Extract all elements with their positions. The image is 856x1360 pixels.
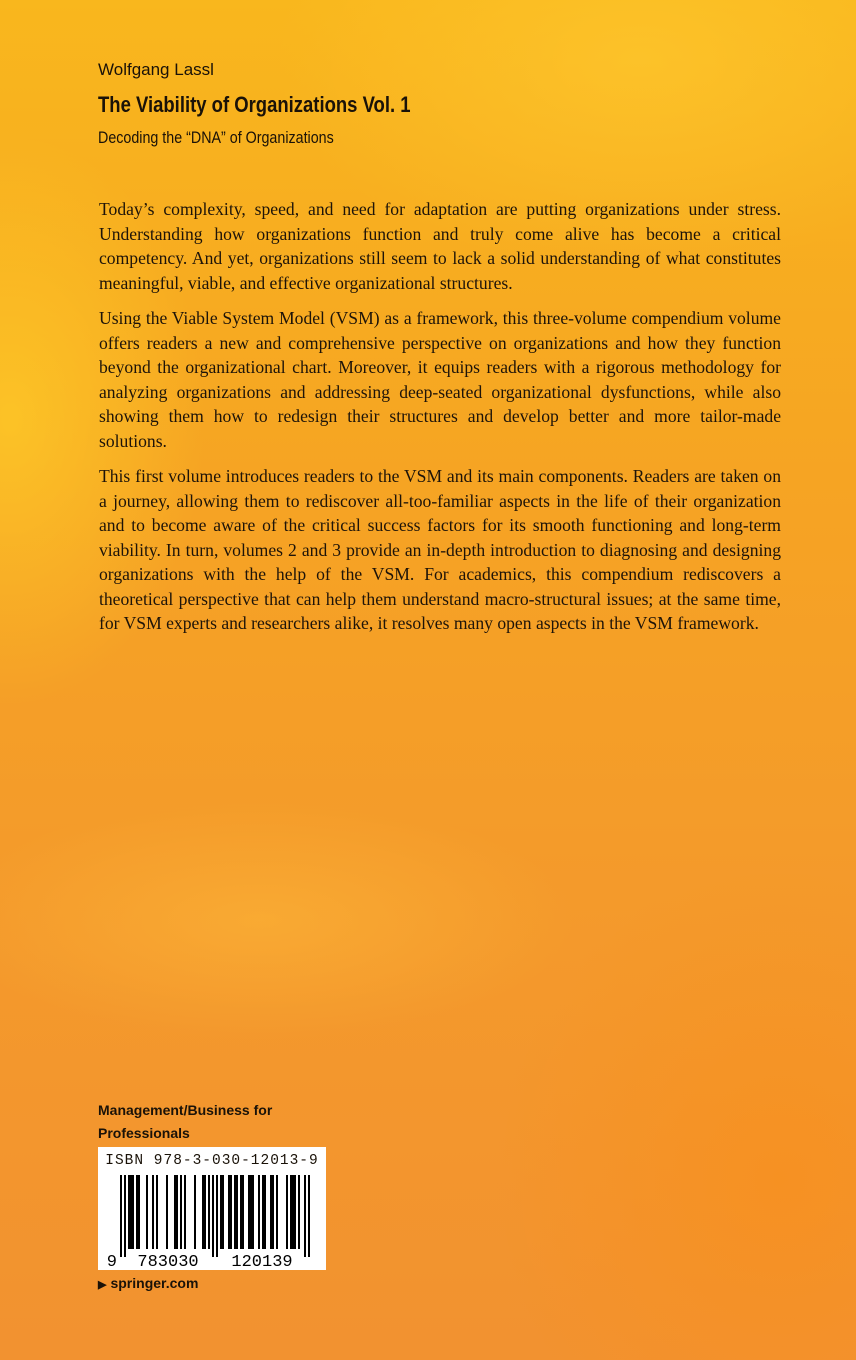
website-url: springer.com [110, 1275, 199, 1291]
barcode-bar [290, 1175, 292, 1249]
isbn-label: ISBN 978-3-030-12013-9 [105, 1153, 319, 1169]
barcode-bar [146, 1175, 148, 1249]
barcode-digits: 9 [106, 1253, 117, 1267]
publisher-website [98, 1275, 198, 1291]
barcode-bar [130, 1175, 132, 1249]
barcode-bar [262, 1175, 264, 1249]
barcode-bar [212, 1175, 214, 1257]
subject-category: Management/Business for Professionals [98, 1102, 273, 1141]
barcode-bar [270, 1175, 272, 1249]
barcode-graphic [106, 1175, 318, 1267]
blurb-text [99, 197, 781, 647]
barcode-bar [176, 1175, 178, 1249]
barcode-bar [252, 1175, 254, 1249]
barcode-bar [208, 1175, 210, 1249]
barcode-bar [216, 1175, 218, 1257]
barcode-bar [242, 1175, 244, 1249]
barcode-bar [166, 1175, 168, 1249]
barcode-bar [202, 1175, 204, 1249]
barcode-bar [138, 1175, 140, 1249]
barcode-bar [222, 1175, 224, 1249]
barcode-bar [220, 1175, 222, 1249]
blurb-paragraph: Using the Viable System Model (VSM) as a framework, this three-volume compendium volume offers readers a new and comprehensive perspective on organizations and how they function beyond the organizational chart. Moreover, it equips readers with a rigorous methodology for analyzing organizations and addressing deep-seated organizational dysfunctions, while also showing them how to redesign their structures and develop better and more tailor-made solutions. [99, 308, 781, 451]
barcode-bar [194, 1175, 196, 1249]
barcode-bar [258, 1175, 260, 1249]
barcode-bar [180, 1175, 182, 1249]
blurb-paragraph: Today’s complexity, speed, and need for adaptation are putting organizations under stress. Understanding how organizations function and truly come alive has become a critical competency. And yet, organizations still seem to lack a solid understanding of what constitutes meaningful, viable, and effective organizational structures. [99, 199, 781, 293]
blurb-paragraph: This first volume introduces readers to the VSM and its main components. Readers are taken on a journey, allowing them to rediscover all-too-familiar aspects in the life of their organization and to become aware of the critical success factors for its smooth functioning and long-term viability. In turn, volumes 2 and 3 provide an in-depth introduction to diagnosing and designing organizations with the help of the VSM. For academics, this compendium rediscovers a theoretical perspective that can help them understand macro-structural issues; at the same time, for VSM experts and researchers alike, it resolves many open aspects in the VSM framework. [99, 466, 781, 633]
barcode-bar [174, 1175, 176, 1249]
triangle-right-icon: ▶ [98, 1279, 107, 1291]
barcode-bar [292, 1175, 294, 1249]
barcode-bar [286, 1175, 288, 1249]
barcode-bar [124, 1175, 126, 1257]
barcode-bar [128, 1175, 130, 1249]
isbn-barcode [98, 1147, 326, 1270]
barcode-bar [234, 1175, 236, 1249]
barcode-bar [204, 1175, 206, 1249]
barcode-bar [248, 1175, 250, 1249]
barcode-bar [228, 1175, 230, 1249]
author-name: Wolfgang Lassl [98, 60, 214, 79]
barcode-bar [156, 1175, 158, 1249]
barcode-digits: 120139 [231, 1253, 293, 1267]
barcode-bar [136, 1175, 138, 1249]
barcode-bar [308, 1175, 310, 1257]
barcode-bar [272, 1175, 274, 1249]
barcode-bar [250, 1175, 252, 1249]
barcode-bar [230, 1175, 232, 1249]
barcode-bar [304, 1175, 306, 1257]
barcode-bar [276, 1175, 278, 1249]
barcode-bar [240, 1175, 242, 1249]
barcode-bar [264, 1175, 266, 1249]
barcode-digits: 783030 [137, 1253, 199, 1267]
barcode-bar [152, 1175, 154, 1249]
barcode-bar [236, 1175, 238, 1249]
barcode-bar [132, 1175, 134, 1249]
barcode-bar [298, 1175, 300, 1249]
barcode-bar [294, 1175, 296, 1249]
book-title: The Viability of Organizations Vol. 1 [98, 92, 411, 117]
barcode-bar [184, 1175, 186, 1249]
book-subtitle: Decoding the “DNA” of Organizations [98, 128, 334, 147]
barcode-bar [120, 1175, 122, 1257]
